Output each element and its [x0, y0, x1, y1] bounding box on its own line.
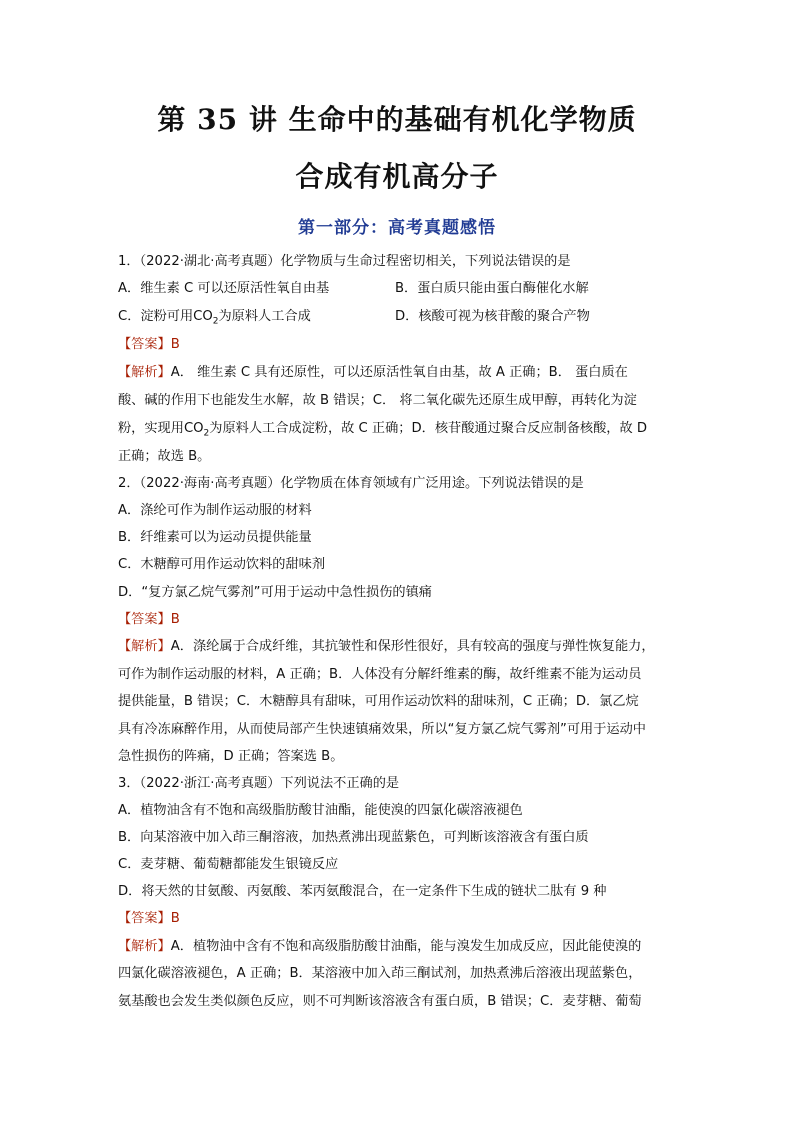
- analysis-tag: 【解析】: [118, 939, 171, 954]
- q3-analysis-line: 氨基酸也会发生类似颜色反应，则不可判断该溶液含有蛋白质，B 错误；C．麦芽糖、葡萄: [118, 994, 642, 1009]
- q2-analysis-line: 具有冷冻麻醉作用，从而使局部产生快速镇痛效果，所以“复方氯乙烷气雾剂”可用于运动中: [118, 722, 646, 737]
- q1-answer: [118, 336, 678, 354]
- q2-option-a: A．涤纶可作为制作运动服的材料: [118, 503, 312, 518]
- q1-option-c-tail: 为原料人工合成: [218, 309, 311, 324]
- analysis-text: A．涤纶属于合成纤维，其抗皱性和保形性很好，具有较高的强度与弹性恢复能力，: [170, 639, 655, 654]
- q3-option-a: A．植物油含有不饱和高级脂肪酸甘油酯，能使溴的四氯化碳溶液褪色: [118, 803, 523, 818]
- co2-subscript: 2: [203, 428, 210, 439]
- q3-option-c: C．麦芽糖、葡萄糖都能发生银镜反应: [118, 857, 339, 872]
- answer-value: B: [170, 337, 180, 352]
- co2-text: CO: [193, 309, 213, 324]
- lecture-subtitle: 合成有机高分子: [295, 160, 499, 193]
- answer-value: B: [170, 612, 180, 627]
- co2-formula: [193, 309, 219, 327]
- q2-analysis-line: [118, 638, 678, 656]
- q2-option-d: D．“复方氯乙烷气雾剂”可用于运动中急性损伤的镇痛: [118, 585, 432, 600]
- lecture-title: 第 35 讲 生命中的基础有机化学物质: [157, 103, 637, 136]
- answer-tag: 【答案】: [118, 612, 171, 627]
- co2-text: CO: [183, 421, 204, 436]
- analysis-text: A． 维生素 C 具有还原性，可以还原活性氧自由基，故 A 正确；B． 蛋白质在: [170, 365, 628, 380]
- q1-analysis-line: [118, 420, 678, 438]
- q3-option-b: B．向某溶液中加入茚三酮溶液，加热煮沸出现蓝紫色，可判断该溶液含有蛋白质: [118, 830, 589, 845]
- answer-tag: 【答案】: [118, 911, 171, 926]
- q1-analysis-line: [118, 364, 678, 382]
- q3-stem: 3．（2022·浙江·高考真题）下列说法不正确的是: [118, 776, 400, 791]
- answer-tag: 【答案】: [118, 337, 171, 352]
- analysis-text: A．植物油中含有不饱和高级脂肪酸甘油酯，能与溴发生加成反应，因此能使溴的: [170, 939, 642, 954]
- q2-option-c: C．木糖醇可用作运动饮料的甜味剂: [118, 557, 326, 572]
- q2-answer: [118, 611, 678, 629]
- q1-stem: 1．（2022·湖北·高考真题）化学物质与生命过程密切相关，下列说法错误的是: [118, 254, 571, 269]
- q2-analysis-line: 可作为制作运动服的材料，A 正确；B．人体没有分解纤维素的酶，故纤维素不能为运动员: [118, 667, 642, 682]
- analysis-text: 为原料人工合成淀粉，故 C 正确；D．核苷酸通过聚合反应制备核酸，故 D: [209, 421, 647, 436]
- q1-option-d: D．核酸可视为核苷酸的聚合产物: [395, 309, 590, 324]
- q3-answer: [118, 910, 678, 928]
- q1-analysis-line: 酸、碱的作用下也能发生水解，故 B 错误；C． 将二氧化碳先还原生成甲醇，再转化为淀: [118, 393, 637, 408]
- section-heading: 第一部分：高考真题感悟: [298, 218, 496, 238]
- q3-option-d: D．将天然的甘氨酸、丙氨酸、苯丙氨酸混合，在一定条件下生成的链状二肽有 9 种: [118, 884, 607, 899]
- analysis-tag: 【解析】: [118, 639, 171, 654]
- q1-option-b: B．蛋白质只能由蛋白酶催化水解: [395, 281, 589, 296]
- q2-option-b: B．纤维素可以为运动员提供能量: [118, 530, 312, 545]
- q2-analysis-line: 急性损伤的阵痛，D 正确；答案选 B。: [118, 749, 344, 764]
- q1-option-c-text: C．淀粉可用: [118, 309, 194, 324]
- q2-analysis-line: 提供能量，B 错误；C．木糖醇具有甜味，可用作运动饮料的甜味剂，C 正确；D．氯乙烷: [118, 694, 639, 709]
- q1-option-a: A．维生素 C 可以还原活性氧自由基: [118, 281, 330, 296]
- analysis-text: 粉，实现用: [118, 421, 184, 436]
- answer-value: B: [170, 911, 180, 926]
- q2-stem: 2．（2022·海南·高考真题）化学物质在体育领域有广泛用途。下列说法错误的是: [118, 476, 584, 491]
- co2-subscript: 2: [212, 316, 219, 327]
- analysis-tag: 【解析】: [118, 365, 171, 380]
- q3-analysis-line: 四氯化碳溶液褪色，A 正确；B．某溶液中加入茚三酮试剂，加热煮沸后溶液出现蓝紫色，: [118, 966, 642, 981]
- q1-analysis-line: 正确；故选 B。: [118, 449, 211, 464]
- q3-analysis-line: [118, 938, 678, 956]
